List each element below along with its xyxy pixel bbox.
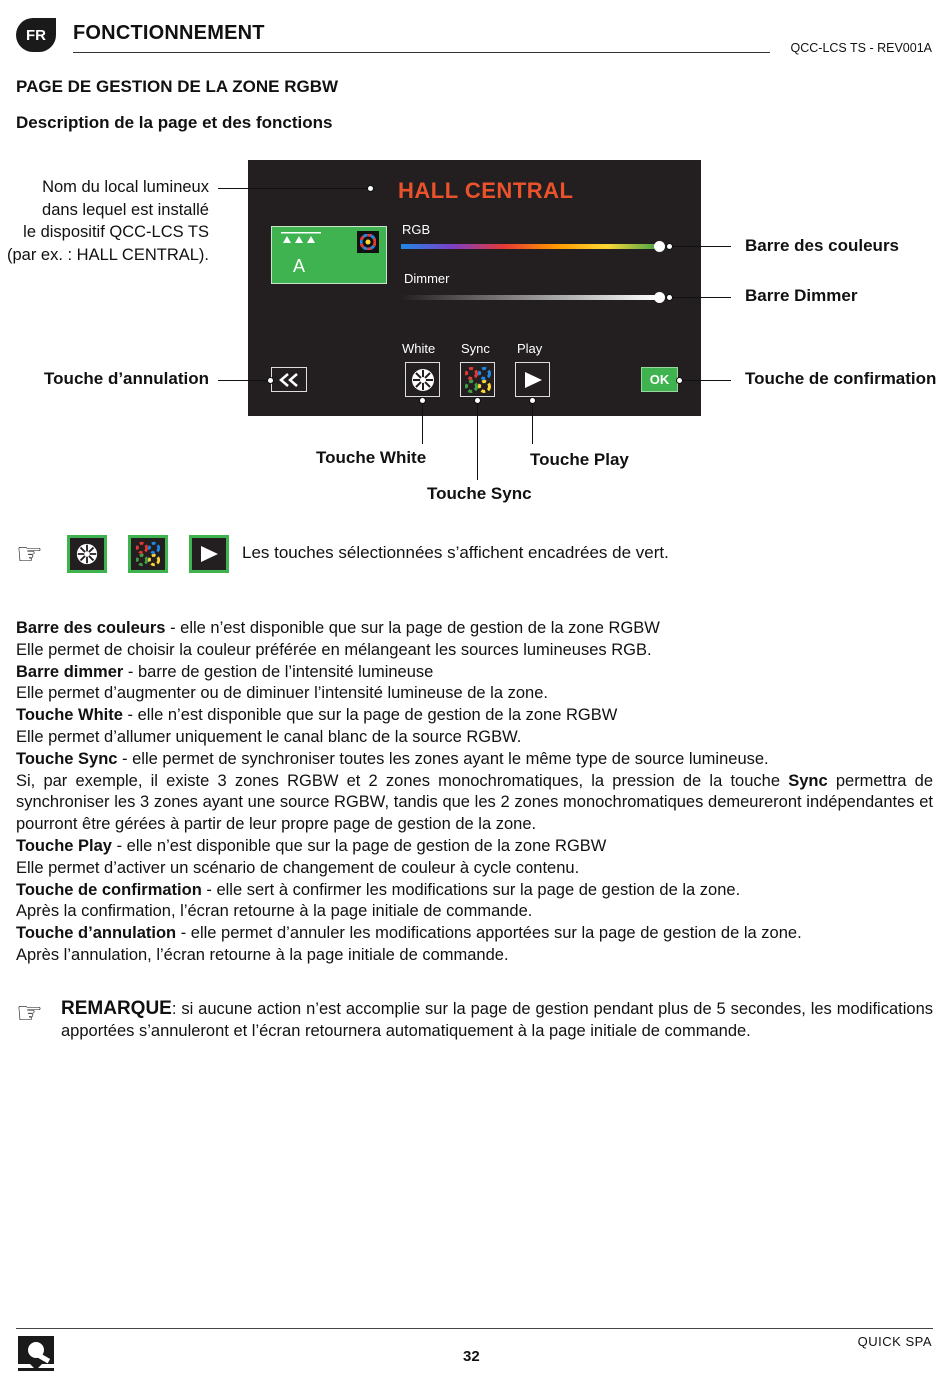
sync-key-label: Sync <box>461 341 490 356</box>
confirm-key-callout: Touche de confirmation <box>745 369 937 388</box>
callout-line-play <box>532 400 533 444</box>
play-key-callout: Touche Play <box>530 450 629 469</box>
section-title: FONCTIONNEMENT <box>73 22 265 44</box>
remark <box>61 998 933 1043</box>
callout-dot-sync <box>474 397 481 404</box>
dimmer-label: Dimmer <box>404 271 450 286</box>
description-line: Barre des couleurs - elle n’est disponible que sur la page de gestion de la zone RGBW <box>16 619 660 637</box>
white-button[interactable] <box>405 362 440 397</box>
callout-dot-white <box>419 397 426 404</box>
description-line: Après la confirmation, l’écran retourne à la page initiale de commande. <box>16 902 533 921</box>
callout-line-white <box>422 400 423 444</box>
white-key-callout: Touche White <box>316 448 427 467</box>
description-line: Si, par exemple, il existe 3 zones RGBW et 2 zones monochromatiques, la pression de la touche Sync permettra de synchroniser les 3 zones ayant une source RGBW, tandis que les 2 zones monochromatiques demeureront indépendantes et pourront être gérées à partir de leur propre page de gestion de la zone. <box>16 771 933 834</box>
play-icon <box>199 545 219 563</box>
room-desc-line: le dispositif QCC-LCS TS <box>23 223 209 241</box>
room-desc-line: dans lequel est installé <box>42 200 209 219</box>
callout-line-dimmer-bar <box>669 297 731 298</box>
hand-pointer-icon: ☞ <box>16 997 43 1030</box>
play-button[interactable] <box>515 362 550 397</box>
description-line: Touche Sync - elle permet de synchroniser toutes les zones ayant le même type de source lumineuse. <box>16 749 769 768</box>
company-name: QUICK SPA <box>857 1334 932 1349</box>
callout-dot-play <box>529 397 536 404</box>
callout-line-color-bar <box>669 246 731 247</box>
dimmer-bar-callout: Barre Dimmer <box>745 286 858 305</box>
callout-dot-confirm <box>676 377 683 384</box>
room-name-description <box>7 176 209 266</box>
callout-dot-color-bar <box>666 243 673 250</box>
page-number: 32 <box>463 1348 480 1365</box>
quick-logo-icon <box>16 1334 56 1372</box>
ok-button[interactable]: OK <box>641 367 678 392</box>
callout-line-sync <box>477 400 478 480</box>
description-line: Elle permet d’activer un scénario de changement de couleur à cycle contenu. <box>16 858 580 877</box>
color-bar[interactable] <box>401 244 659 249</box>
description-line: Touche White - elle n’est disponible que sur la page de gestion de la zone RGBW <box>16 706 618 725</box>
description-line: Elle permet de choisir la couleur préférée en mélangeant les sources lumineuses RGB. <box>16 640 652 659</box>
page-subheading: Description de la page et des fonctions <box>16 113 333 132</box>
header-divider <box>73 52 770 53</box>
color-wheel-icon <box>357 231 379 253</box>
dimmer-bar-knob[interactable] <box>654 292 665 303</box>
sync-button[interactable] <box>460 362 495 397</box>
footer-divider <box>16 1328 933 1329</box>
white-light-icon <box>75 542 99 566</box>
description-line: Elle permet d’augmenter ou de diminuer l’intensité lumineuse de la zone. <box>16 684 548 703</box>
color-bar-knob[interactable] <box>654 241 665 252</box>
play-key-label: Play <box>517 341 543 356</box>
callout-line-cancel <box>218 380 271 381</box>
document-reference: QCC-LCS TS - REV001A <box>790 41 932 55</box>
zone-letter: A <box>293 256 306 276</box>
description-line: Barre dimmer - barre de gestion de l’intensité lumineuse <box>16 662 434 681</box>
dimmer-bar[interactable] <box>401 295 659 300</box>
description-line: Elle permet d’allumer uniquement le canal blanc de la source RGBW. <box>16 727 522 746</box>
description-line: Après l’annulation, l’écran retourne à la page initiale de commande. <box>16 945 509 964</box>
sync-icon <box>464 366 492 394</box>
description-line: Touche d’annulation - elle permet d’annuler les modifications apportées sur la page de gestion de la zone. <box>16 924 802 943</box>
remark-title: REMARQUE <box>61 998 172 1019</box>
callout-line-room <box>218 188 370 189</box>
white-key-label: White <box>402 341 436 356</box>
callout-dot-room <box>367 185 374 192</box>
play-icon <box>523 371 543 389</box>
rewind-icon <box>278 373 300 387</box>
selected-play-button <box>189 535 229 573</box>
callout-line-confirm <box>679 380 731 381</box>
callout-dot-dimmer-bar <box>666 294 673 301</box>
color-bar-callout: Barre des couleurs <box>745 236 900 255</box>
sync-key-callout: Touche Sync <box>427 484 532 503</box>
selected-sync-button <box>128 535 168 573</box>
description-line: Touche Play - elle n’est disponible que sur la page de gestion de la zone RGBW <box>16 836 607 855</box>
hand-pointer-icon: ☞ <box>16 538 43 571</box>
selected-white-button <box>67 535 107 573</box>
white-light-icon <box>410 367 436 393</box>
page-heading: PAGE DE GESTION DE LA ZONE RGBW <box>16 77 339 96</box>
callout-dot-cancel <box>267 377 274 384</box>
screen-room-title: HALL CENTRAL <box>398 178 574 203</box>
lamp-icon <box>281 232 321 249</box>
remark-text: : si aucune action n’est accomplie sur la page de gestion pendant plus de 5 secondes, les modifications apportées s’annuleront et l’écran retournera automatiquement à la page initiale de commande. <box>61 1000 933 1040</box>
rgb-label: RGB <box>402 222 431 237</box>
description-line: Touche de confirmation - elle sert à confirmer les modifications sur la page de gestion de la zone. <box>16 880 741 899</box>
room-desc-line: (par ex. : HALL CENTRAL). <box>6 245 209 264</box>
cancel-button[interactable] <box>271 367 307 392</box>
room-desc-line: Nom du local lumineux <box>42 178 209 196</box>
language-badge: FR <box>16 18 56 52</box>
sync-icon <box>135 541 161 567</box>
function-descriptions <box>16 618 933 967</box>
cancel-key-callout: Touche d’annulation <box>44 369 209 388</box>
selection-note: Les touches sélectionnées s’affichent encadrées de vert. <box>242 543 669 562</box>
